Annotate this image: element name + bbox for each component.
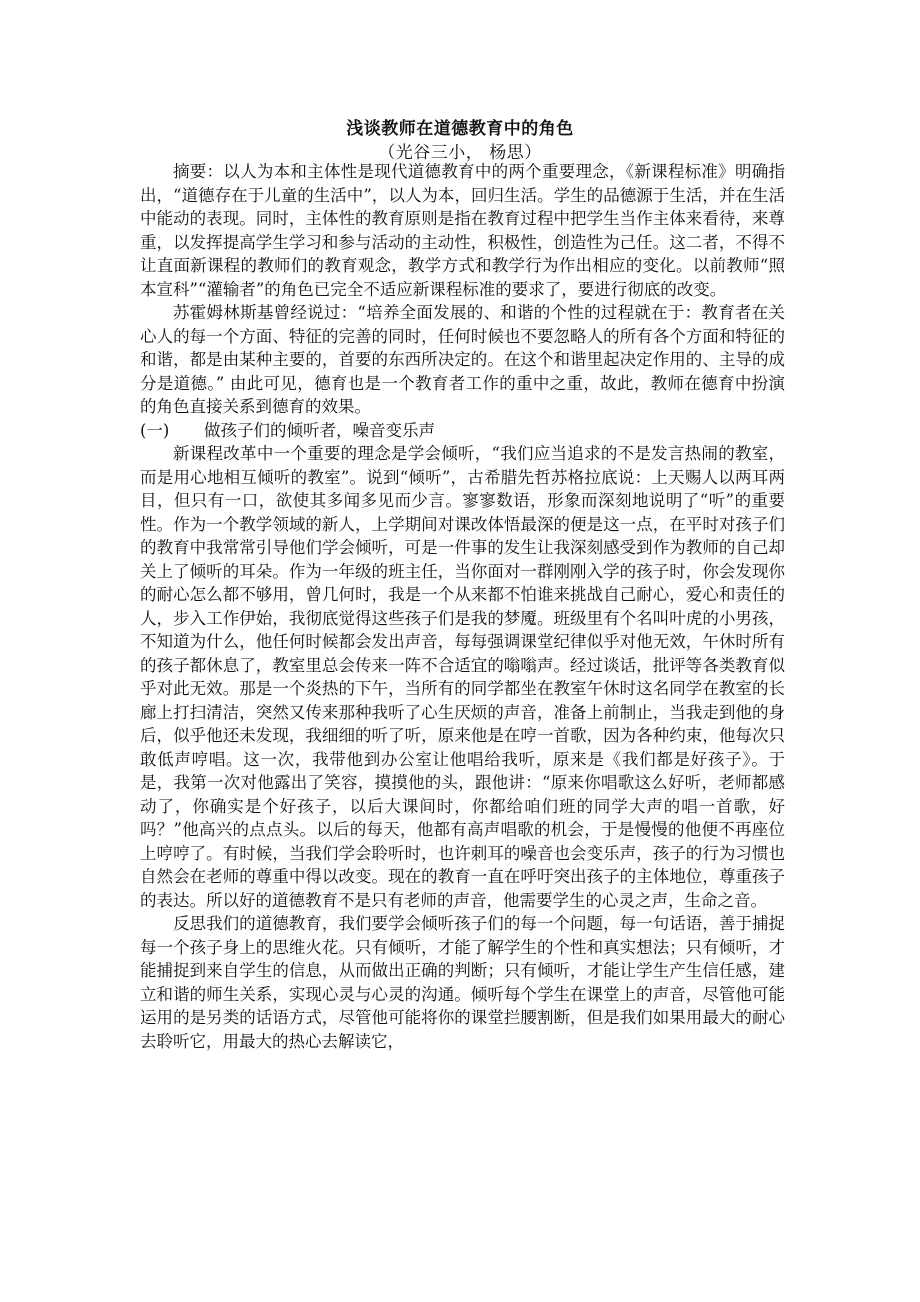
document-title: 浅谈教师在道德教育中的角色: [346, 119, 574, 139]
document-body: [140, 160, 785, 1053]
section-heading: [140, 419, 785, 443]
section-title: 做孩子们的倾听者，噪音变乐声: [204, 420, 435, 440]
section-number: (一): [140, 420, 170, 440]
body-paragraph: 新课程改革中一个重要的理念是学会倾听，“我们应当追求的不是发言热闹的教室，而是用心地相互倾听的教室”。说到“倾听”，古希腊先哲苏格拉底说：上天赐人以两耳两目，但只有一口，欲使其多闻多见而少言。寥寥数语，形象而深刻地说明了“听”的重要性。作为一个教学领域的新人，上学期间对课改体悟最深的便是这一点，在平时对孩子们的教育中我常常引导他们学会倾听，可是一件事的发生让我深刻感受到作为教师的自己却关上了倾听的耳朵。作为一年级的班主任，当你面对一群刚刚入学的孩子时，你会发现你的耐心怎么都不够用，曾几何时，我是一个从来都不怕谁来挑战自己耐心，爱心和责任的人，步入工作伊始，我彻底觉得这些孩子们是我的梦魇。班级里有个名叫叶虎的小男孩，不知道为什么，他任何时候都会发出声音，每每强调课堂纪律似乎对他无效，午休时所有的孩子都休息了，教室里总会传来一阵不合适宜的嗡嗡声。经过谈话，批评等各类教育似乎对此无效。那是一个炎热的下午，当所有的同学都坐在教室午休时这名同学在教室的长廊上打扫清洁，突然又传来那种我听了心生厌烦的声音，准备上前制止，当我走到他的身后，似乎他还未发现，我细细的听了听，原来他是在哼一首歌，因为各种约束，他每次只敢低声哼唱。这一次，我带他到办公室让他唱给我听，原来是《我们都是好孩子》。于是，我第一次对他露出了笑容，摸摸他的头，跟他讲：“原来你唱歌这么好听，老师都感动了，你确实是个好孩子，以后大课间时，你都给咱们班的同学大声的唱一首歌，好吗？”他高兴的点点头。以后的每天，他都有高声唱歌的机会，于是慢慢的他便不再座位上哼哼了。有时候，当我们学会聆听时，也许刺耳的噪音也会变乐声，孩子的行为习惯也自然会在老师的尊重中得以改变。现在的教育一直在呼吁突出孩子的主体地位，尊重孩子的表达。所以好的道德教育不是只有老师的声音，他需要学生的心灵之声，生命之音。: [140, 444, 785, 910]
body-paragraph: 苏霍姆林斯基曾经说过：“培养全面发展的、和谐的个性的过程就在于：教育者在关心人的每一个方面、特征的完善的同时，任何时候也不要忽略人的所有各个方面和特征的和谐，都是由某种主要的，首要的东西所决定的。在这个和谐里起决定作用的、主导的成分是道德。” 由此可见，德育也是一个教育者工作的重中之重，故此，教师在德育中扮演的角色直接关系到德育的效果。: [140, 303, 785, 416]
document-author: （光谷三小， 杨思）: [378, 143, 542, 163]
abstract-paragraph: 摘要：以人为本和主体性是现代道德教育中的两个重要理念，《新课程标准》明确指出，“道德存在于儿童的生活中”，以人为本，回归生活。学生的品德源于生活，并在生活中能动的表现。同时，主体性的教育原则是指在教育过程中把学生当作主体来看待，来尊重，以发挥提高学生学习和参与活动的主动性，积极性，创造性为己任。这二者，不得不让直面新课程的教师们的教育观念，教学方式和教学行为作出相应的变化。以前教师“照本宣科”“灌输者”的角色已完全不适应新课程标准的要求了，要进行彻底的改变。: [140, 162, 785, 299]
body-paragraph: 反思我们的道德教育，我们要学会倾听孩子们的每一个问题，每一句话语，善于捕捉每一个孩子身上的思维火花。只有倾听，才能了解学生的个性和真实想法；只有倾听，才能捕捉到来自学生的信息，从而做出正确的判断；只有倾听，才能让学生产生信任感，建立和谐的师生关系，实现心灵与心灵的沟通。倾听每个学生在课堂上的声音，尽管他可能运用的是另类的话语方式，尽管他可能将你的课堂拦腰割断，但是我们如果用最大的耐心去聆听它，用最大的热心去解读它，: [140, 914, 785, 1051]
